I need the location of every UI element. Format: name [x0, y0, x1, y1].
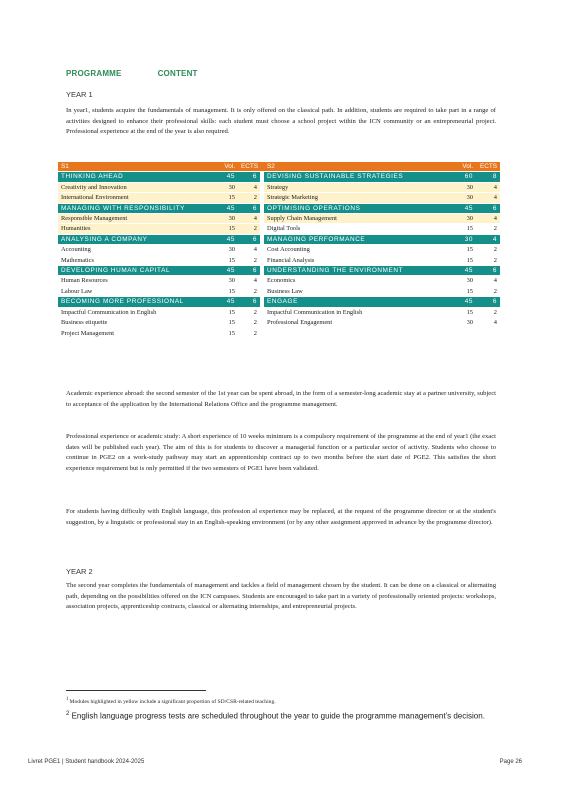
- module-ects: 2: [476, 224, 500, 234]
- module-ects: 2: [238, 224, 260, 234]
- table-category-row: [58, 203, 500, 213]
- module-ects: 4: [238, 245, 260, 255]
- module-name: MANAGING PERFORMANCE: [264, 234, 454, 244]
- module-volume: 15: [218, 193, 238, 203]
- module-volume: 30: [218, 245, 238, 255]
- module-name: DEVISING SUSTAINABLE STRATEGIES: [264, 172, 454, 182]
- module-ects: 6: [476, 203, 500, 213]
- table-row: [58, 182, 500, 192]
- module-name: Human Resources: [58, 276, 218, 286]
- table-row: [58, 276, 500, 286]
- module-volume: 15: [454, 286, 476, 296]
- module-name: THINKING AHEAD: [58, 172, 218, 182]
- module-name: Responsible Management: [58, 214, 218, 224]
- table-row: [58, 286, 500, 296]
- module-volume: 30: [218, 182, 238, 192]
- module-name: Mathematics: [58, 255, 218, 265]
- module-name: International Environment: [58, 193, 218, 203]
- module-name: Digital Tools: [264, 224, 454, 234]
- table-row: [58, 214, 500, 224]
- module-ects: 6: [238, 234, 260, 244]
- table-row: [58, 245, 500, 255]
- header-s1: S1: [58, 162, 218, 172]
- module-ects: 6: [238, 172, 260, 182]
- module-ects: 2: [476, 307, 500, 317]
- header-ects: ECTS: [238, 162, 260, 172]
- module-name: Professional Engagement: [264, 318, 454, 328]
- module-ects: 6: [476, 297, 500, 307]
- header-vol: Vol.: [218, 162, 238, 172]
- paragraph-professional-experience: Professional experience or academic study: A short experience of 10 weeks minimum is a compulsory requirement of the programme at the end of year1 (the exact dates will be published each year). The aim of this is for students to discover a managerial function or a particular sector of activity. Students who choose to continue in PGE2 on a work-study pathway may start an apprenticeship contract up to two months before the start date of PGE2. This satisfies the short experience requirement but is only permitted if the two semesters of PGE1 have been validated.: [66, 433, 496, 472]
- year1-label: YEAR 1: [66, 90, 93, 99]
- module-ects: 2: [238, 286, 260, 296]
- module-ects: 4: [238, 214, 260, 224]
- table-category-row: [58, 234, 500, 244]
- module-name: ENGAGE: [264, 297, 454, 307]
- module-volume: 30: [454, 193, 476, 203]
- module-name: BECOMING MORE PROFESSIONAL: [58, 297, 218, 307]
- module-ects: 2: [476, 255, 500, 265]
- table-category-row: [58, 297, 500, 307]
- module-ects: [476, 328, 500, 338]
- year2-text: The second year completes the fundamentals of management and tackles a field of management chosen by the student. It can be done on a classical or alternating path, depending on the possibilities offered on the ICN campuses. Students are encouraged to take part in a variety of professionally oriented projects: workshops, association projects, apprenticeship contracts, classical or alternating internships, and entrepreneurial projects.: [66, 582, 496, 611]
- module-name: Supply Chain Management: [264, 214, 454, 224]
- module-volume: 15: [218, 328, 238, 338]
- footnote-1: $^1$ Modules highlighted in yellow include a significant proportion of SD/CSR-related teaching.: [66, 697, 276, 705]
- year2-label: YEAR 2: [66, 567, 93, 576]
- module-name: Project Management: [58, 328, 218, 338]
- module-volume: 30: [454, 182, 476, 192]
- table-header-row: [58, 162, 500, 172]
- module-name: Strategic Marketing: [264, 193, 454, 203]
- module-name: UNDERSTANDING THE ENVIRONMENT: [264, 266, 454, 276]
- heading-content: CONTENT: [157, 69, 198, 78]
- module-name: Strategy: [264, 182, 454, 192]
- header-ects-2: ECTS: [476, 162, 500, 172]
- module-volume: 15: [218, 255, 238, 265]
- module-volume: 45: [218, 266, 238, 276]
- header-s2: S2: [264, 162, 454, 172]
- module-ects: 2: [238, 193, 260, 203]
- module-ects: 2: [476, 286, 500, 296]
- module-volume: 30: [454, 318, 476, 328]
- table-row: [58, 328, 500, 338]
- paragraph-english-difficulty: For students having difficulty with English language, this profession al experience may be replaced, at the request of the programme director or at the student's suggestion, by a linguistic or professional stay in an English-speaking environment (or by any other assignment approved in advance by the programme director).: [66, 508, 496, 526]
- module-ects: 4: [238, 182, 260, 192]
- table-row: [58, 307, 500, 317]
- module-ects: 2: [238, 255, 260, 265]
- module-volume: 15: [454, 245, 476, 255]
- module-name: Economics: [264, 276, 454, 286]
- module-name: DEVELOPING HUMAN CAPITAL: [58, 266, 218, 276]
- module-volume: [454, 328, 476, 338]
- module-ects: 4: [476, 182, 500, 192]
- table-category-row: [58, 266, 500, 276]
- module-name: ANALYSING A COMPANY: [58, 234, 218, 244]
- module-volume: 15: [218, 318, 238, 328]
- module-volume: 15: [218, 224, 238, 234]
- module-name: OPTIMISING OPERATIONS: [264, 203, 454, 213]
- module-ects: 2: [238, 318, 260, 328]
- footnote-divider: [66, 690, 206, 691]
- module-name: MANAGING WITH RESPONSIBILITY: [58, 203, 218, 213]
- module-name: Impactful Communication in English: [58, 307, 218, 317]
- module-name: Cost Accounting: [264, 245, 454, 255]
- module-ects: 4: [476, 193, 500, 203]
- table-row: [58, 255, 500, 265]
- module-name: Financial Analysis: [264, 255, 454, 265]
- module-ects: 4: [476, 318, 500, 328]
- module-name: Impactful Communication in English: [264, 307, 454, 317]
- module-volume: 45: [454, 266, 476, 276]
- module-volume: 30: [454, 214, 476, 224]
- module-name: [264, 328, 454, 338]
- module-volume: 30: [454, 234, 476, 244]
- module-ects: 6: [238, 203, 260, 213]
- heading-programme: PROGRAMME: [66, 69, 122, 78]
- footer-page-number: Page 26: [499, 759, 522, 765]
- module-name: Humanities: [58, 224, 218, 234]
- footnote-2: $^2$ English language progress tests are scheduled throughout the year to guide the programme management's decision.: [66, 711, 485, 721]
- module-volume: 45: [218, 172, 238, 182]
- module-ects: 6: [238, 266, 260, 276]
- module-name: Business Law: [264, 286, 454, 296]
- module-name: Labour Law: [58, 286, 218, 296]
- module-ects: 2: [476, 245, 500, 255]
- module-volume: 30: [218, 276, 238, 286]
- module-volume: 30: [218, 214, 238, 224]
- module-name: Accounting: [58, 245, 218, 255]
- module-ects: 6: [238, 297, 260, 307]
- header-vol-2: Vol.: [454, 162, 476, 172]
- year1-intro: In year1, students acquire the fundamentals of management. It is only offered on the classical path. In addition, students are required to take part in a range of activities designed to enhance their professional skills: each student must choose a school project within the ICN community or an entrepreneurial project. Professional experience at the end of the year is also required.: [66, 107, 496, 136]
- module-volume: 45: [218, 203, 238, 213]
- module-name: Business etiquette: [58, 318, 218, 328]
- module-ects: 4: [476, 234, 500, 244]
- module-volume: 60: [454, 172, 476, 182]
- module-ects: 2: [238, 328, 260, 338]
- table-row: [58, 318, 500, 328]
- module-volume: 45: [454, 203, 476, 213]
- table-category-row: [58, 172, 500, 182]
- module-ects: 4: [476, 276, 500, 286]
- module-ects: 8: [476, 172, 500, 182]
- module-volume: 45: [218, 297, 238, 307]
- module-volume: 45: [218, 234, 238, 244]
- paragraph-academic-abroad: Academic experience abroad: the second semester of the 1st year can be spent abroad, in the form of a semester-long academic stay at a partner university, subject to acceptance of the application by the International Relations Office and the programme management.: [66, 390, 496, 408]
- table-row: [58, 193, 500, 203]
- module-volume: 30: [454, 276, 476, 286]
- section-heading: [66, 69, 234, 78]
- module-ects: 4: [238, 276, 260, 286]
- module-ects: 4: [476, 214, 500, 224]
- module-volume: 15: [218, 286, 238, 296]
- module-ects: 2: [238, 307, 260, 317]
- footer-handbook-title: Livret PGE1 | Student handbook 2024-2025: [28, 759, 145, 765]
- module-ects: 6: [476, 266, 500, 276]
- module-volume: 15: [218, 307, 238, 317]
- table-row: [58, 224, 500, 234]
- module-volume: 15: [454, 224, 476, 234]
- module-name: Creativity and Innovation: [58, 182, 218, 192]
- module-volume: 15: [454, 255, 476, 265]
- module-volume: 15: [454, 307, 476, 317]
- module-volume: 45: [454, 297, 476, 307]
- programme-table: [58, 162, 500, 339]
